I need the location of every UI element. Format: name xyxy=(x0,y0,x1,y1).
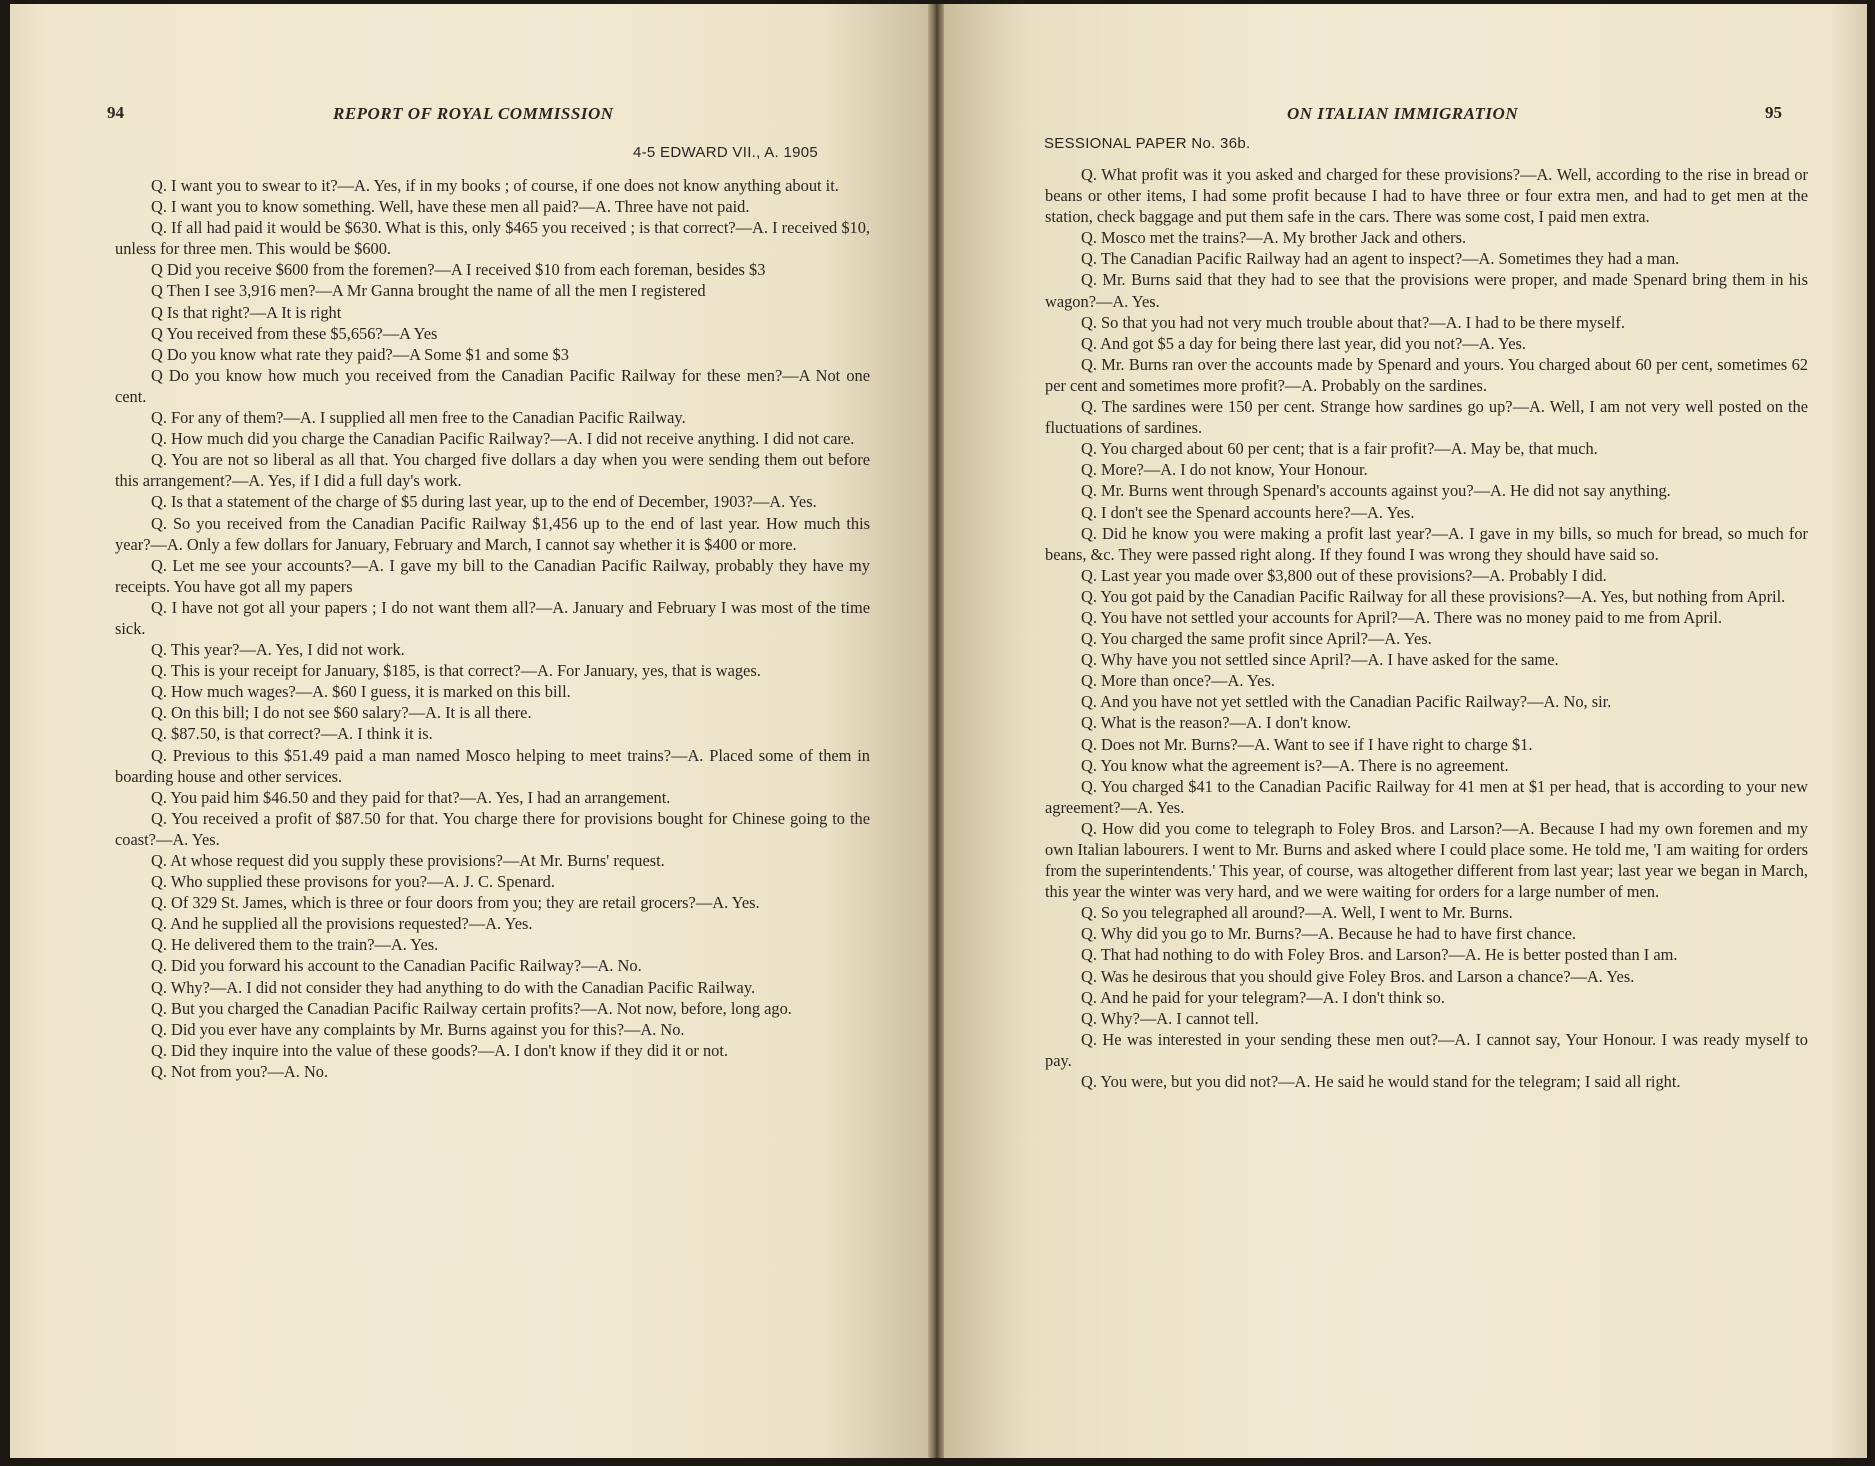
testimony-paragraph: Q. The sardines were 150 per cent. Strange how sardines go up?—A. Well, I am not very well posted on the fluctuations of sardines. xyxy=(1045,397,1808,438)
testimony-paragraph: Q. You know what the agreement is?—A. There is no agreement. xyxy=(1081,755,1509,775)
testimony-paragraph: Q Then I see 3,916 men?—A Mr Ganna brought the name of all the men I registered xyxy=(151,281,706,301)
page-number: 94 xyxy=(107,103,124,122)
testimony-paragraph: Q. You paid him $46.50 and they paid for that?—A. Yes, I had an arrangement. xyxy=(151,787,671,807)
running-head: REPORT OF ROYAL COMMISSION xyxy=(333,104,614,123)
testimony-paragraph: Q. Mr. Burns went through Spenard's accounts against you?—A. He did not say anything. xyxy=(1081,481,1671,501)
testimony-paragraph: Q. Why?—A. I did not consider they had anything to do with the Canadian Pacific Railway. xyxy=(151,977,756,997)
testimony-paragraph: Q. This is your receipt for January, $185, is that correct?—A. For January, yes, that is wages. xyxy=(151,661,761,681)
book-spread xyxy=(10,4,1867,1458)
session-subhead: 4-5 EDWARD VII., A. 1905 xyxy=(633,144,819,161)
testimony-paragraph: Q. Of 329 St. James, which is three or four doors from you; they are retail grocers?—A. Yes. xyxy=(151,893,760,913)
testimony-paragraph: Q. You received a profit of $87.50 for that. You charge there for provisions bought for Chinese going to the coast?—A. Yes. xyxy=(115,808,870,849)
testimony-paragraph: Q. Mosco met the trains?—A. My brother Jack and others. xyxy=(1081,228,1467,248)
testimony-paragraph: Q. Did you forward his account to the Canadian Pacific Railway?—A. No. xyxy=(151,956,642,976)
testimony-paragraph: Q. You charged $41 to the Canadian Pacific Railway for 41 men at $1 per head, that is according to your new agreement?—A. Yes. xyxy=(1045,776,1808,817)
testimony-paragraph: Q. That had nothing to do with Foley Bros. and Larson?—A. He is better posted than I am. xyxy=(1081,945,1678,965)
testimony-paragraph: Q. You got paid by the Canadian Pacific Railway for all these provisions?—A. Yes, but nothing from April. xyxy=(1081,586,1786,606)
testimony-paragraph: Q. Mr. Burns said that they had to see that the provisions were proper, and made Spenard bring them in his wagon?—A. Yes. xyxy=(1045,270,1808,311)
testimony-paragraph: Q. Previous to this $51.49 paid a man named Mosco helping to meet trains?—A. Placed some of them in boarding house and other services. xyxy=(115,745,870,786)
testimony-paragraph: Q. Mr. Burns ran over the accounts made by Spenard and yours. You charged about 60 per cent, sometimes 62 per cent and sometimes more profit?—A. Probably on the sardines. xyxy=(1045,354,1808,395)
testimony-paragraph: Q Did you receive $600 from the foremen?—A I received $10 from each foreman, besides $3 xyxy=(151,260,766,280)
testimony-paragraph: Q. What is the reason?—A. I don't know. xyxy=(1081,713,1352,733)
testimony-paragraph: Q. Did they inquire into the value of these goods?—A. I don't know if they did it or not. xyxy=(151,1040,728,1060)
testimony-paragraph: Q Is that right?—A It is right xyxy=(151,302,342,322)
testimony-paragraph: Q. Did you ever have any complaints by Mr. Burns against you for this?—A. No. xyxy=(151,1019,685,1039)
testimony-paragraph: Q. And you have not yet settled with the Canadian Pacific Railway?—A. No, sir. xyxy=(1081,692,1612,712)
page-number: 95 xyxy=(1765,103,1782,122)
testimony-paragraph: Q. I want you to swear to it?—A. Yes, if in my books ; of course, if one does not know anything about it. xyxy=(151,176,839,195)
testimony-paragraph: Q. And he paid for your telegram?—A. I don't think so. xyxy=(1081,987,1445,1007)
testimony-paragraph: Q. Is that a statement of the charge of $5 during last year, up to the end of December, 1903?—A. Yes. xyxy=(151,492,817,512)
testimony-paragraph: Q. This year?—A. Yes, I did not work. xyxy=(151,640,405,660)
book-gutter xyxy=(928,4,944,1458)
testimony-paragraph: Q. I don't see the Spenard accounts here?—A. Yes. xyxy=(1081,502,1415,522)
testimony-paragraph: Q. On this bill; I do not see $60 salary?—A. It is all there. xyxy=(151,703,532,723)
testimony-paragraph: Q Do you know what rate they paid?—A Some $1 and some $3 xyxy=(151,344,569,364)
testimony-paragraph: Q Do you know how much you received from the Canadian Pacific Railway for these men?—A Not one cent. xyxy=(115,365,870,406)
testimony-paragraph: Q. Last year you made over $3,800 out of these provisions?—A. Probably I did. xyxy=(1081,565,1607,585)
testimony-paragraph: Q. You charged about 60 per cent; that is a fair profit?—A. May be, that much. xyxy=(1081,439,1598,459)
testimony-paragraph: Q. He delivered them to the train?—A. Yes. xyxy=(151,935,439,955)
testimony-paragraph: Q. For any of them?—A. I supplied all men free to the Canadian Pacific Railway. xyxy=(151,408,686,428)
testimony-paragraph: Q. At whose request did you supply these provisions?—At Mr. Burns' request. xyxy=(151,851,665,870)
testimony-paragraph: Q. Does not Mr. Burns?—A. Want to see if I have right to charge $1. xyxy=(1081,734,1533,754)
testimony-paragraph: Q. You charged the same profit since April?—A. Yes. xyxy=(1081,629,1432,649)
testimony-paragraph: Q. Did he know you were making a profit last year?—A. I gave in my bills, so much for bread, so much for beans, &c. They were passed right along. If they found I was wrong they should have said so. xyxy=(1045,523,1808,564)
testimony-paragraph: Q. How did you come to telegraph to Foley Bros. and Larson?—A. Because I had my own foremen and my own Italian labourers. I went to Mr. Burns and asked where I could place some. He told me, 'I am waiting for orders from the superintendents.' This year, of course, was altogether different from last year; last year we began in March, this year the winter was very hard, and we were waiting for orders for a large number of men. xyxy=(1045,818,1808,902)
testimony-paragraph: Q. How much did you charge the Canadian Pacific Railway?—A. I did not receive anything. I did not care. xyxy=(151,429,855,449)
testimony-paragraph: Q. Who supplied these provisons for you?—A. J. C. Spenard. xyxy=(151,872,555,892)
testimony-paragraph: Q. So that you had not very much trouble about that?—A. I had to be there myself. xyxy=(1081,312,1625,332)
session-subhead: SESSIONAL PAPER No. 36b. xyxy=(1044,135,1251,152)
right-page xyxy=(935,4,1867,1458)
testimony-paragraph: Q. He was interested in your sending these men out?—A. I cannot say, Your Honour. I was ready myself to pay. xyxy=(1045,1029,1808,1070)
testimony-paragraph: Q. What profit was it you asked and charged for these provisions?—A. Well, according to the rise in bread or beans or other items, I had some profit because I had to have three or four extra men, and had to get men at the station, check baggage and put them safe in the cars. There was some cost, I paid men extra. xyxy=(1045,165,1808,227)
testimony-paragraph: Q. More than once?—A. Yes. xyxy=(1081,671,1275,691)
testimony-paragraph: Q. I have not got all your papers ; I do not want them all?—A. January and February I was most of the time sick. xyxy=(115,597,870,638)
testimony-paragraph: Q. Was he desirous that you should give Foley Bros. and Larson a chance?—A. Yes. xyxy=(1081,966,1635,986)
testimony-paragraph: Q. You are not so liberal as all that. You charged five dollars a day when you were sending them out before this arrangement?—A. Yes, if I did a full day's work. xyxy=(115,450,870,491)
testimony-paragraph: Q. $87.50, is that correct?—A. I think it is. xyxy=(151,724,433,744)
testimony-paragraph: Q. So you received from the Canadian Pacific Railway $1,456 up to the end of last year. How much this year?—A. Only a few dollars for January, February and March, I cannot say whether it is $400 or more. xyxy=(115,513,870,554)
running-head: ON ITALIAN IMMIGRATION xyxy=(1287,104,1519,123)
testimony-paragraph: Q. But you charged the Canadian Pacific Railway certain profits?—A. Not now, before, long ago. xyxy=(151,998,792,1018)
page-body xyxy=(1045,164,1808,1092)
testimony-paragraph: Q. And he supplied all the provisions requested?—A. Yes. xyxy=(151,914,533,934)
testimony-paragraph: Q. The Canadian Pacific Railway had an agent to inspect?—A. Sometimes they had a man. xyxy=(1081,249,1680,269)
testimony-paragraph: Q. So you telegraphed all around?—A. Well, I went to Mr. Burns. xyxy=(1081,903,1513,923)
testimony-paragraph: Q. Why have you not settled since April?—A. I have asked for the same. xyxy=(1081,650,1559,670)
left-page xyxy=(10,4,935,1458)
testimony-paragraph: Q. More?—A. I do not know, Your Honour. xyxy=(1081,460,1368,480)
testimony-paragraph: Q. And got $5 a day for being there last year, did you not?—A. Yes. xyxy=(1081,333,1527,353)
testimony-paragraph: Q. Why did you go to Mr. Burns?—A. Because he had to have first chance. xyxy=(1081,924,1576,944)
testimony-paragraph: Q. You have not settled your accounts for April?—A. There was no money paid to me from April. xyxy=(1081,607,1723,627)
testimony-paragraph: Q. You were, but you did not?—A. He said he would stand for the telegram; I said all right. xyxy=(1081,1072,1681,1092)
testimony-paragraph: Q. Let me see your accounts?—A. I gave my bill to the Canadian Pacific Railway, probably they have my receipts. You have got all my papers xyxy=(115,555,870,596)
testimony-paragraph: Q. I want you to know something. Well, have these men all paid?—A. Three have not paid. xyxy=(151,197,750,217)
testimony-paragraph: Q. How much wages?—A. $60 I guess, it is marked on this bill. xyxy=(151,682,571,702)
testimony-paragraph: Q. Not from you?—A. No. xyxy=(151,1061,329,1081)
testimony-paragraph: Q. If all had paid it would be $630. What is this, only $465 you received ; is that correct?—A. I received $10, unless for three men. This would be $600. xyxy=(115,218,870,259)
testimony-paragraph: Q You received from these $5,656?—A Yes xyxy=(151,323,438,343)
page-body xyxy=(115,175,870,1082)
testimony-paragraph: Q. Why?—A. I cannot tell. xyxy=(1081,1008,1259,1028)
